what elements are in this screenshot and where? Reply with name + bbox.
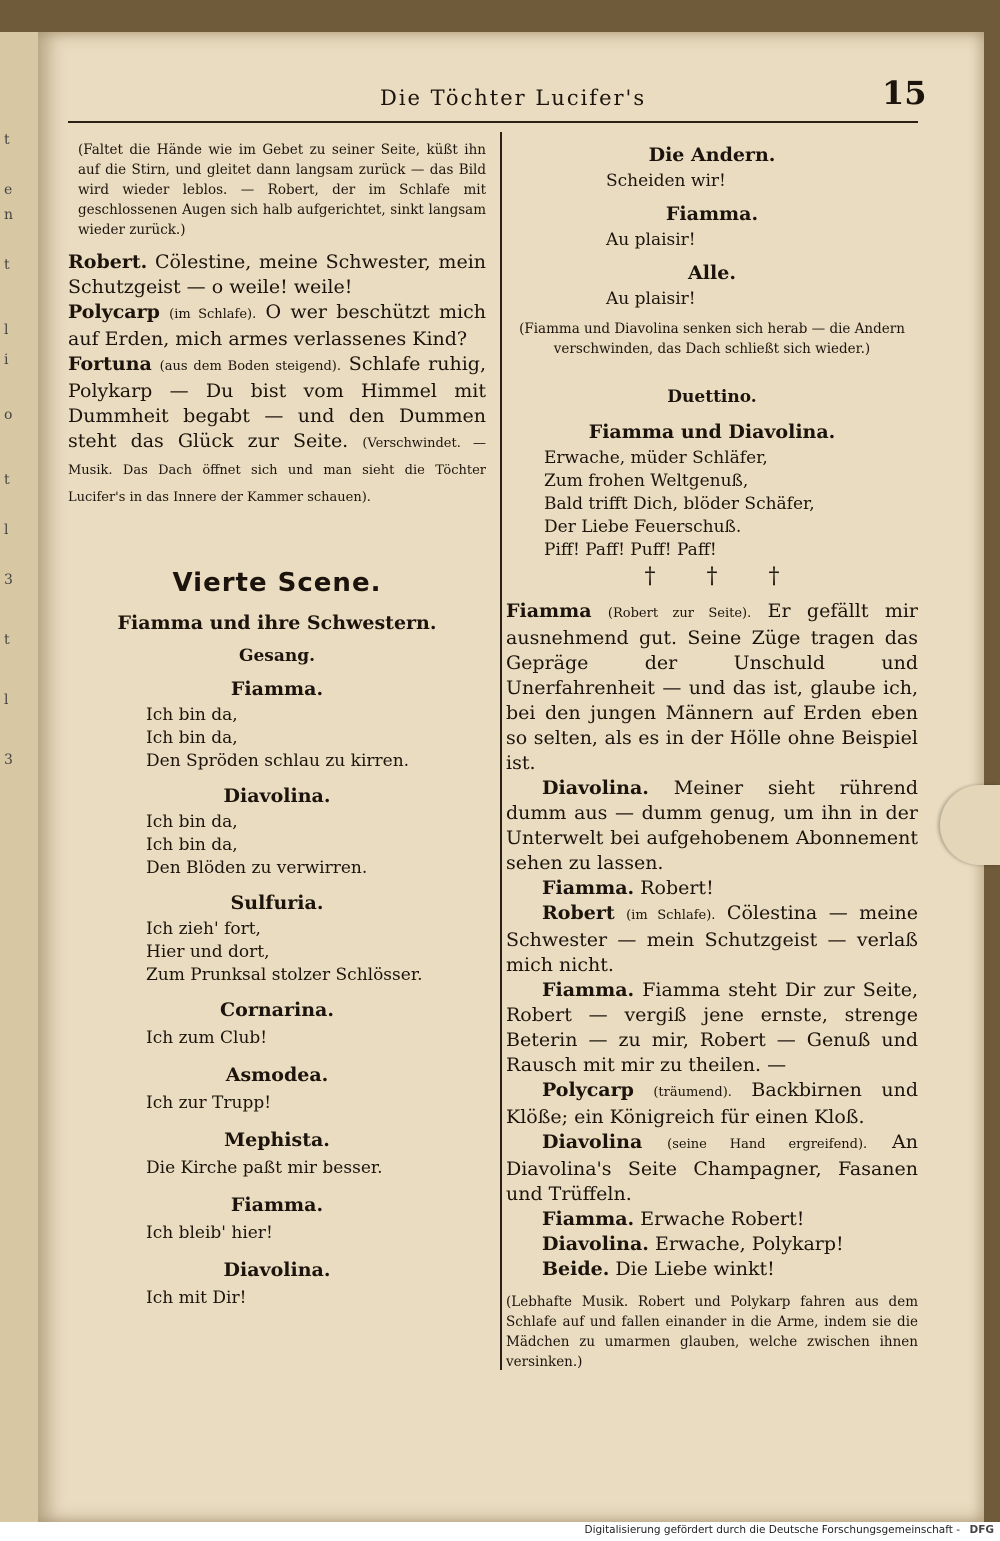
running-title: Die Töchter Lucifer's	[380, 86, 647, 110]
speech-text: O wer beschützt mich auf Erden, mich armes verlassenes Kind?	[68, 301, 486, 350]
margin-mark: t	[4, 472, 10, 488]
margin-mark: l	[4, 692, 9, 708]
speaker-name: Beide.	[542, 1258, 610, 1280]
speaker-direction: (Robert zur Seite).	[607, 606, 752, 621]
margin-mark: e	[4, 182, 13, 198]
speaker-heading: Mephista.	[224, 1129, 330, 1151]
page-number: 15	[882, 74, 927, 112]
verse-line: Piff! Paff! Puff! Paff!	[544, 540, 717, 560]
verse-line: Ich bin da,	[146, 812, 238, 832]
duet-cast: Fiamma und Diavolina.	[588, 421, 836, 443]
margin-mark: t	[4, 632, 10, 648]
speech-text: Die Liebe winkt!	[615, 1258, 775, 1280]
speaker-heading: Fiamma.	[230, 1194, 324, 1216]
speaker-direction: (aus dem Boden steigend).	[159, 359, 341, 374]
gesang-heading: Gesang.	[238, 646, 316, 666]
stage-direction: (Fiamma und Diavolina senken sich herab — die Andern verschwinden, das Dach schließt sich wieder.)	[519, 321, 905, 357]
speaker-heading: Fiamma.	[665, 203, 759, 225]
left-column	[68, 140, 486, 1310]
verse-block	[146, 918, 486, 987]
verse-line: Den Blöden zu verwirren.	[146, 858, 368, 878]
verse-line: Die Kirche paßt mir besser.	[146, 1158, 383, 1178]
verse-line: Bald trifft Dich, blöder Schäfer,	[544, 494, 815, 514]
speaker-name: Diavolina.	[542, 1233, 649, 1255]
verse-line: Au plaisir!	[606, 289, 696, 309]
speech-text: Robert!	[640, 877, 714, 899]
verse-block	[146, 811, 486, 880]
verse-line: Den Spröden schlau zu kirren.	[146, 751, 410, 771]
speech-diavolina	[506, 776, 918, 876]
speech-text: Backbirnen und Klöße; ein Königreich für einen Kloß.	[506, 1079, 918, 1128]
margin-mark: l	[4, 522, 9, 538]
verse-block	[146, 704, 486, 773]
speaker-heading: Die Andern.	[648, 144, 776, 166]
speaker-name: Polycarp	[68, 301, 160, 323]
page-header	[340, 70, 940, 120]
speaker-heading: Diavolina.	[223, 785, 331, 807]
margin-mark: l	[4, 322, 9, 338]
speaker-heading: Asmodea.	[225, 1064, 329, 1086]
verse-line: Ich mit Dir!	[146, 1288, 247, 1308]
speaker-direction: (im Schlafe).	[169, 307, 257, 322]
verse-line: Ich zur Trupp!	[146, 1093, 272, 1113]
verse-line: Ich bleib' hier!	[146, 1223, 273, 1243]
margin-mark: 3	[4, 752, 13, 768]
verse-line: Erwache, müder Schläfer,	[544, 448, 768, 468]
speech-fiamma	[506, 876, 918, 901]
margin-mark: t	[4, 257, 10, 273]
right-column	[506, 140, 918, 1372]
verse-line: Ich zieh' fort,	[146, 919, 261, 939]
duettino-heading: Duettino.	[667, 387, 757, 407]
speech-text: Schlafe ruhig, Polykarp — Du bist vom Himmel mit Dummheit begabt — und den Dummen steht das Glück zur Seite.	[68, 353, 487, 452]
verse-line: Zum frohen Weltgenuß,	[544, 471, 749, 491]
speech-text: Erwache, Polykarp!	[654, 1233, 844, 1255]
margin-mark: o	[4, 407, 13, 423]
speaker-name: Robert.	[68, 251, 148, 273]
speaker-name: Fiamma.	[542, 979, 635, 1001]
speech-text: Meiner sieht rührend dumm aus — dumm genug, um ihn in der Unterwelt bei aufgehobenem Abonnement sehen zu lassen.	[506, 777, 918, 874]
scene-cast: Fiamma und ihre Schwestern.	[117, 612, 437, 634]
stage-direction: (Lebhafte Musik. Robert und Polykarp fahren aus dem Schlafe auf und fallen einander in die Arme, indem sie die Mädchen zu umarmen glauben, welche zwischen ihnen versinken.)	[506, 1294, 918, 1370]
column-divider	[500, 132, 502, 1370]
speech-robert	[506, 901, 918, 978]
speaker-name: Fiamma.	[542, 877, 635, 899]
speaker-name: Fiamma	[506, 600, 592, 622]
margin-mark: t	[4, 132, 10, 148]
speaker-name: Diavolina	[542, 1131, 643, 1153]
speaker-name: Fortuna	[68, 353, 152, 375]
funding-credit: Digitalisierung gefördert durch die Deutsche Forschungsgemeinschaft -	[584, 1524, 960, 1536]
speaker-name: Robert	[542, 902, 615, 924]
speaker-heading: Alle.	[688, 262, 736, 284]
verse-line: Ich bin da,	[146, 835, 238, 855]
verse-line: Ich bin da,	[146, 728, 238, 748]
speaker-name: Polycarp	[542, 1079, 634, 1101]
speech-fiamma	[506, 978, 918, 1078]
speech-text: Cölestine, meine Schwester, mein Schutzgeist — o weile! weile!	[68, 251, 487, 298]
speech-beide	[506, 1257, 918, 1282]
margin-mark: i	[4, 352, 9, 368]
header-rule	[68, 121, 918, 123]
speech-polycarp	[506, 1078, 918, 1130]
cross-ornament: † † †	[644, 564, 780, 589]
speech-text: Erwache Robert!	[640, 1208, 805, 1230]
speech-text: Cölestina — meine Schwester — mein Schutzgeist — verlaß mich nicht.	[506, 902, 918, 976]
speech-text: Er gefällt mir ausnehmend gut. Seine Züge tragen das Gepräge der Unschuld und Unerfahrenheit — und das ist, glaube ich, bei den jungen Männern auf Erden eben so selten, als es in der Hölle ohne Beispiel ist.	[506, 600, 918, 774]
verse-line: Ich zum Club!	[146, 1028, 268, 1048]
margin-mark: 3	[4, 572, 13, 588]
speaker-heading: Cornarina.	[220, 999, 334, 1021]
speaker-heading: Sulfuria.	[230, 892, 324, 914]
stage-direction: (Faltet die Hände wie im Gebet zu seiner Seite, küßt ihn auf die Stirn, und gleitet dann langsam zurück — das Bild wird wieder leblos. — Robert, der im Schlafe mit geschlossenen Augen sich halb aufgerichtet, sinkt langsam wieder zurück.)	[78, 142, 486, 238]
footer-bar	[0, 1522, 1000, 1541]
speaker-name: Fiamma.	[542, 1208, 635, 1230]
verse-line: Zum Prunksal stolzer Schlösser.	[146, 965, 423, 985]
verse-block	[544, 447, 918, 562]
speech-fortuna	[68, 352, 486, 510]
speaker-heading: Diavolina.	[223, 1259, 331, 1281]
speaker-direction: (träumend).	[653, 1085, 732, 1100]
speech-robert	[68, 250, 486, 300]
speech-fiamma	[506, 1207, 918, 1232]
stage-direction: (Verschwindet. — Musik. Das Dach öffnet sich und man sieht die Töchter Lucifer's in das Innere der Kammer schauen).	[68, 436, 486, 505]
speech-diavolina	[506, 1232, 918, 1257]
verse-line: Scheiden wir!	[606, 171, 726, 191]
adjacent-page-edge	[0, 32, 38, 1522]
dfg-logo: DFG	[969, 1524, 994, 1536]
speaker-heading: Fiamma.	[230, 678, 324, 700]
verse-line: Ich bin da,	[146, 705, 238, 725]
speech-diavolina	[506, 1130, 918, 1207]
speaker-direction: (im Schlafe).	[626, 908, 716, 923]
speaker-direction: (seine Hand ergreifend).	[667, 1137, 868, 1152]
verse-line: Der Liebe Feuerschuß.	[544, 517, 742, 537]
margin-mark: n	[4, 207, 14, 223]
speech-text: Fiamma steht Dir zur Seite, Robert — vergiß jene ernste, strenge Beterin — zu mir, Robert — Genuß und Rausch mit mir zu theilen. —	[506, 979, 918, 1076]
speech-text: An Diavolina's Seite Champagner, Fasanen und Trüffeln.	[506, 1131, 918, 1205]
verse-line: Hier und dort,	[146, 942, 270, 962]
speech-fiamma	[506, 599, 918, 776]
speech-polycarp	[68, 300, 486, 352]
verse-line: Au plaisir!	[606, 230, 696, 250]
scene-title: Vierte Scene.	[172, 568, 382, 598]
speaker-name: Diavolina.	[542, 777, 649, 799]
